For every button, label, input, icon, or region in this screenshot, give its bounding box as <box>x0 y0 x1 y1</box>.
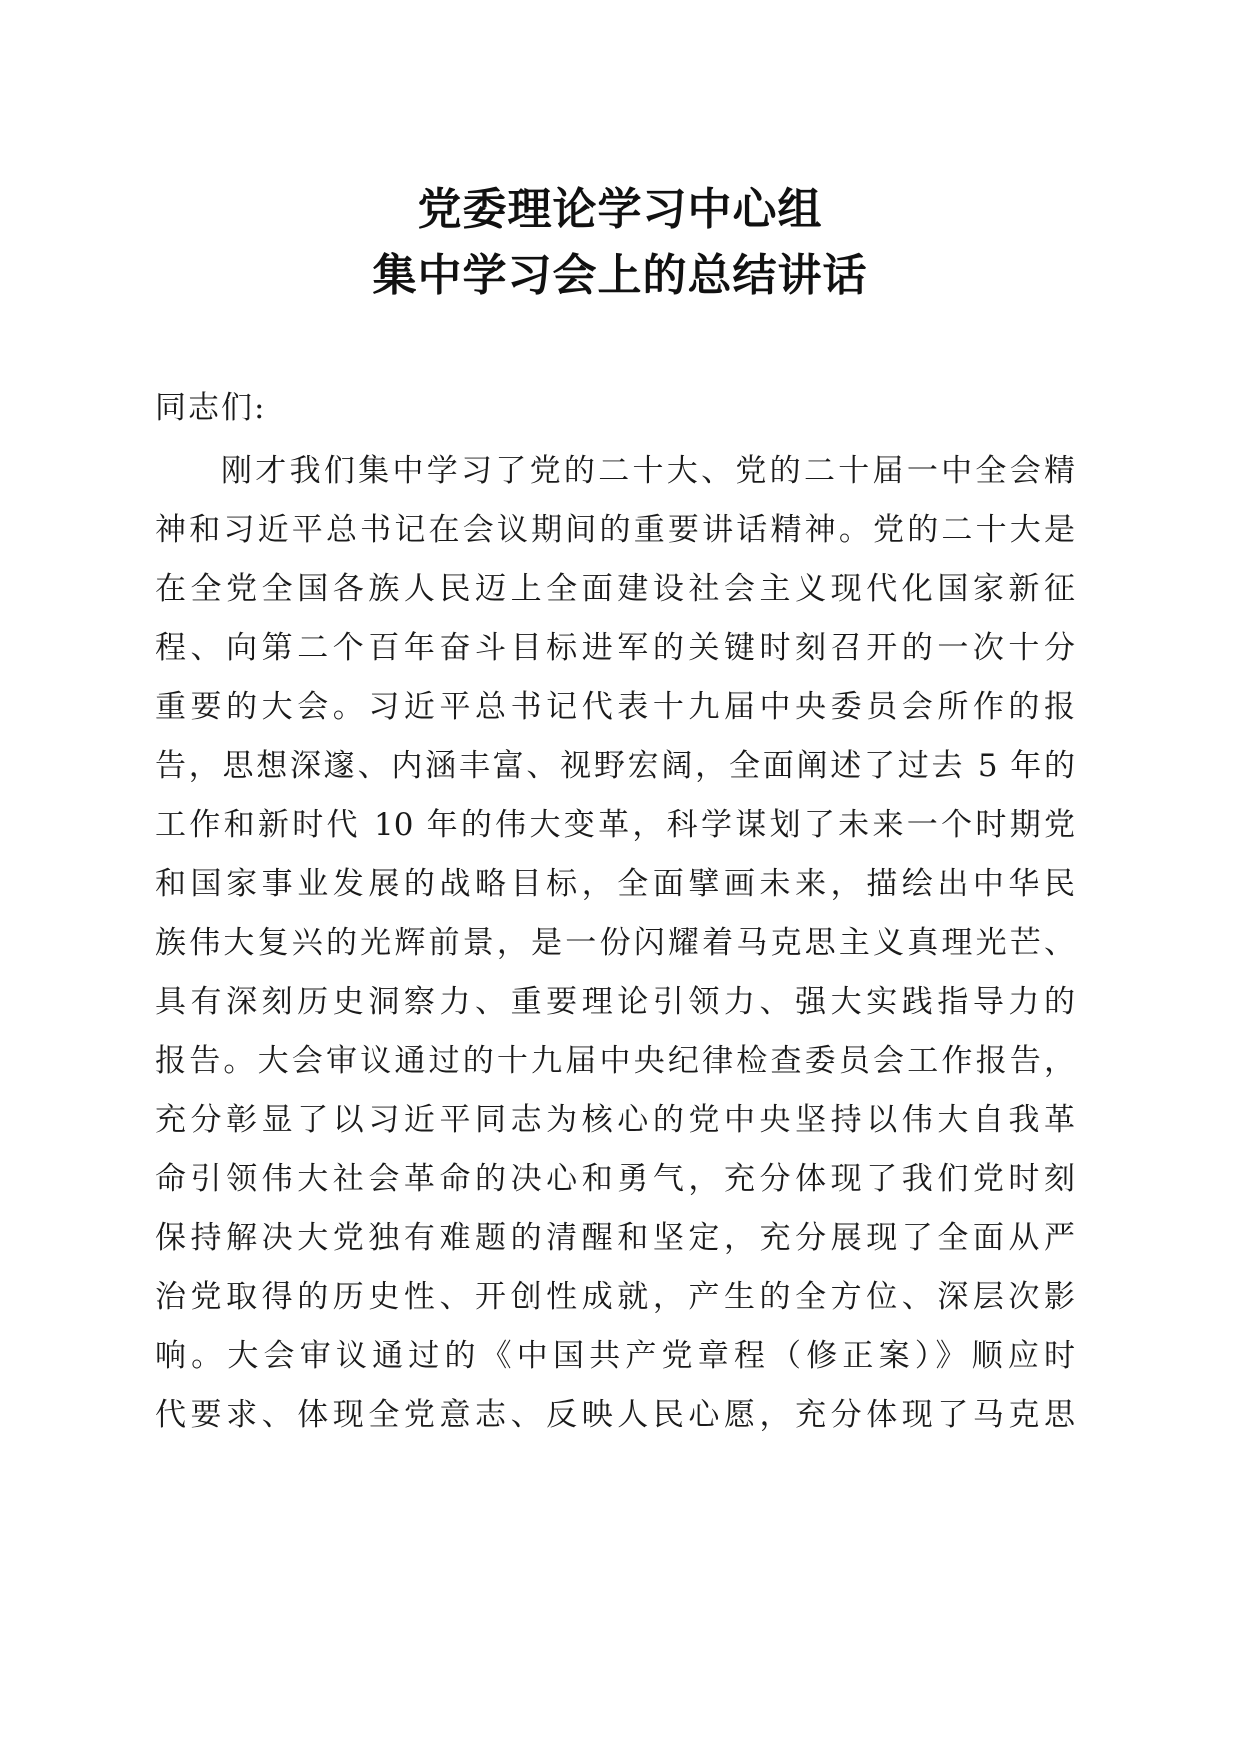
body-line: 刚才我们集中学习了党的二十大、党的二十届一中全会精 <box>221 453 1075 489</box>
body-paragraph <box>155 442 1095 1445</box>
body-line: 在全党全国各族人民迈上全面建设社会主义现代化国家新征 <box>155 571 1075 607</box>
body-line: 重要的大会。习近平总书记代表十九届中央委员会所作的报 <box>155 689 1075 725</box>
document-title-line-1: 党委理论学习中心组 <box>417 184 823 235</box>
document-title-line-2: 集中学习会上的总结讲话 <box>372 250 868 301</box>
body-line: 命引领伟大社会革命的决心和勇气，充分体现了我们党时刻 <box>155 1161 1075 1197</box>
body-line: 响。大会审议通过的《中国共产党章程（修正案）》顺应时 <box>155 1338 1075 1374</box>
body-line: 代要求、体现全党意志、反映人民心愿，充分体现了马克思 <box>155 1397 1075 1433</box>
body-line: 治党取得的历史性、开创性成就，产生的全方位、深层次影 <box>155 1279 1075 1315</box>
body-line: 工作和新时代 10 年的伟大变革，科学谋划了未来一个时期党 <box>155 807 1075 843</box>
body-line: 程、向第二个百年奋斗目标进军的关键时刻召开的一次十分 <box>155 630 1075 666</box>
body-line: 报告。大会审议通过的十九届中央纪律检查委员会工作报告， <box>155 1043 1075 1079</box>
body-line: 族伟大复兴的光辉前景，是一份闪耀着马克思主义真理光芒、 <box>155 925 1075 961</box>
body-line: 神和习近平总书记在会议期间的重要讲话精神。党的二十大是 <box>155 512 1075 548</box>
body-line: 保持解决大党独有难题的清醒和坚定，充分展现了全面从严 <box>155 1220 1075 1256</box>
body-line: 充分彰显了以习近平同志为核心的党中央坚持以伟大自我革 <box>155 1102 1075 1138</box>
body-line: 告，思想深邃、内涵丰富、视野宏阔，全面阐述了过去 5 年的 <box>155 748 1075 784</box>
body-line: 和国家事业发展的战略目标，全面擘画未来，描绘出中华民 <box>155 866 1075 902</box>
salutation: 同志们: <box>155 390 267 426</box>
body-line: 具有深刻历史洞察力、重要理论引领力、强大实践指导力的 <box>155 984 1075 1020</box>
